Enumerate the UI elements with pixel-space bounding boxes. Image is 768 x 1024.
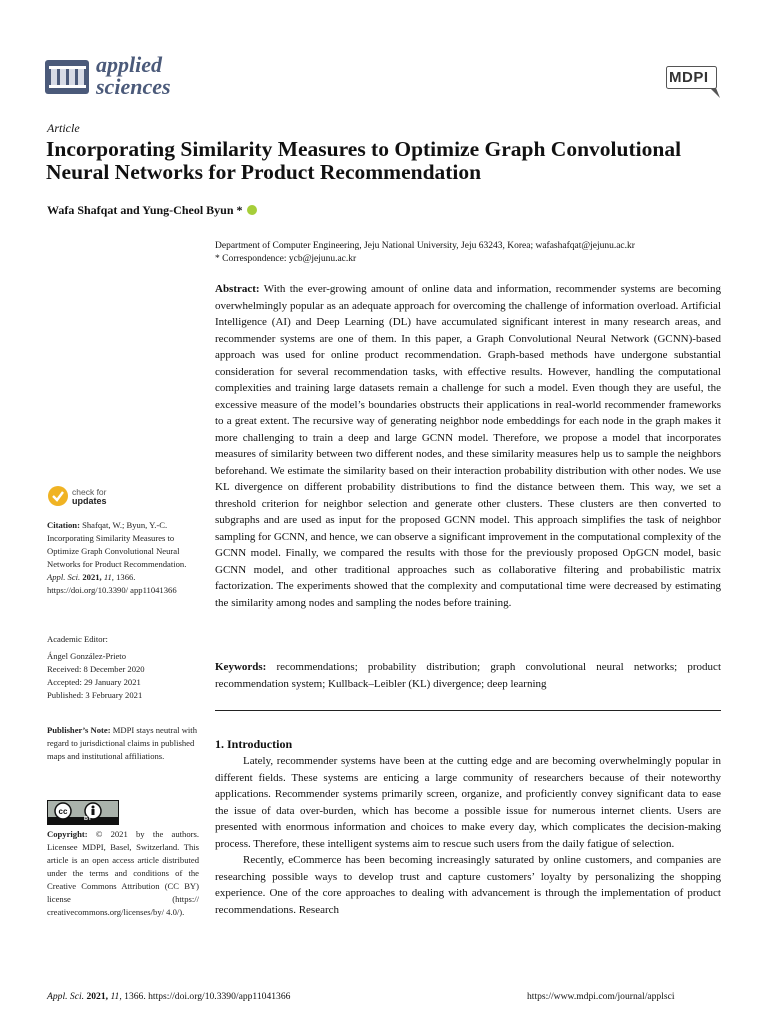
orcid-icon[interactable] — [247, 205, 257, 215]
keywords-label: Keywords: — [215, 661, 267, 673]
copyright-block — [47, 828, 199, 919]
check-label-2: updates — [72, 496, 107, 506]
citation-doi[interactable]: 1366. https://doi.org/10.3390/ app11041366 — [47, 572, 177, 595]
received-date: Received: 8 December 2020 — [47, 664, 145, 674]
affiliations — [215, 240, 735, 266]
cc-by-license-icon[interactable] — [47, 800, 119, 825]
keywords-text: recommendations; probability distribution; graph convolutional neural networks; product recommendation system; Kullback–Leibler (KL) divergence; deep learning — [215, 661, 721, 690]
footer-journal-url[interactable]: https://www.mdpi.com/journal/applsci — [527, 991, 675, 1002]
footer-citation — [47, 991, 290, 1002]
copyright-label: Copyright: — [47, 829, 88, 839]
citation-journal: Appl. Sci. — [47, 572, 81, 582]
publisher-note — [47, 724, 199, 763]
publisher-name: MDPI — [669, 69, 709, 86]
citation-text: Shafqat, W.; Byun, Y.-C. Incorporating Similarity Measures to Optimize Graph Convolutional Neural Networks for Product Recommendation. — [47, 520, 187, 569]
footer-journal: Appl. Sci. — [47, 991, 85, 1002]
dates-block — [47, 633, 199, 702]
note-text: MDPI stays neutral with regard to jurisdictional claims in published maps and institutional affiliations. — [47, 725, 197, 761]
abstract-text: With the ever-growing amount of online data and information, recommender systems are becoming overwhelmingly popular as an adequate approach for overcoming the challenge of information overload. Artificial Intelligence (AI) and Deep Learning (DL) have accumulated significant interest in many research areas, and recommender systems are one of them. In this paper, a Graph Convolutional Neural Network (GCNN)-based approach was used for online product recommendation. Graph-based methods have undergone substantial consideration for several recommendation tasks, with effective results. However, handling the computational complexities and training large datasets remain a challenge for such a model. Even though they are useful, the excessive measure of the model’s boundaries obstructs their applications in real-world recommender frameworks to a great extent. The recursive way of generating neighbor node embeddings for each node in the graph makes it more challenging to train a deep and large GCNN model. Therefore, we propose a model that incorporates measures of similarity between two different nodes, and these similarity measures help us to sample the neighbors beforehand. We estimate the similarity based on their interaction probability distribution with other nodes. We use KL divergence on different probability distributions to find the distance between them. This way, we set a threshold criterion for neighbor selection and generate other clusters. These clusters are then converted to subgraphs and are used as input for the proposed GCNN model. This approach simplifies the task of neighbor sampling for GCNN, and hence, we can observe a significant improvement in the computational complexity of the GCNN model. Finally, we compared the results with those for the previously proposed OpGCN model, basic GCNN model, and other traditional approaches such as collaborative filtering and probabilistic matrix factorization. The experiments showed that the complexity and computational time were decreased by estimating the similarity among nodes and sampling the nodes before training. — [215, 283, 721, 609]
introduction-body — [215, 753, 721, 918]
correspondence: * Correspondence: ycb@jejunu.ac.kr — [215, 254, 357, 264]
journal-name — [96, 54, 171, 98]
abstract — [215, 281, 721, 611]
citation-label: Citation: — [47, 520, 80, 530]
accepted-date: Accepted: 29 January 2021 — [47, 677, 141, 687]
check-label-1: check for — [72, 487, 107, 497]
intro-paragraph-2: Recently, eCommerce has been becoming increasingly saturated by online customers, and companies are researching possible ways to develop trust and capture customers’ loyalty by personalizing the shopping experience. One of the core approaches to dealing with advancement is through the implementation of product recommendations. Research — [215, 854, 721, 916]
intro-paragraph-1: Lately, recommender systems have been at the cutting edge and are becoming overwhelmingly popular in different fields. These systems are enticing a large community of researchers because of their noteworthy applications. Recommender systems primarily screen, organize, and proficiently convey significant data to ease the issue of data over-burden, which has become a possible issue for numerous internet clients. Users are presented with enormous information and choices to make every day, which complicates the decision-making process. Therefore, these intelligent systems aim to rescue such users from the daily fatigue of selection. — [215, 755, 721, 850]
author-list: Wafa Shafqat and Yung-Cheol Byun * — [47, 203, 243, 217]
published-date: Published: 3 February 2021 — [47, 690, 143, 700]
citation-year: 2021, — [82, 572, 102, 582]
cc-by-label: BY — [84, 816, 92, 822]
keywords — [215, 659, 721, 692]
check-for-updates-icon[interactable] — [48, 486, 68, 506]
section-divider — [215, 710, 721, 711]
note-label: Publisher’s Note: — [47, 725, 111, 735]
editor-name: Ángel González-Prieto — [47, 651, 126, 661]
journal-logo — [45, 60, 89, 94]
abstract-label: Abstract: — [215, 283, 260, 295]
affiliation: Department of Computer Engineering, Jeju National University, Jeju 63243, Korea; wafashafqat@jejunu.ac.kr — [215, 241, 635, 251]
authors — [47, 203, 257, 218]
check-for-updates-button[interactable] — [72, 488, 107, 506]
journal-name-line1: applied — [96, 52, 162, 77]
article-title: Incorporating Similarity Measures to Optimize Graph Convolutional Neural Networks for Product Recommendation — [46, 137, 682, 184]
svg-text:cc: cc — [58, 807, 68, 816]
footer-volume: 11, — [110, 991, 122, 1002]
copyright-text: © 2021 by the authors. Licensee MDPI, Basel, Switzerland. This article is an open access article distributed under the terms and conditions of the Creative Commons Attribution (CC BY) license (https:// creativecommons.org/licenses/by/ 4.0/). — [47, 829, 199, 917]
article-type: Article — [47, 121, 80, 135]
editor-label: Academic Editor: — [47, 634, 108, 644]
citation-volume: 11, — [103, 572, 114, 582]
section-heading: 1. Introduction — [215, 737, 293, 751]
journal-name-line2: sciences — [96, 74, 171, 99]
citation-block — [47, 519, 199, 597]
footer-year: 2021, — [86, 991, 109, 1002]
footer-doi[interactable]: 1366. https://doi.org/10.3390/app11041366 — [124, 991, 291, 1002]
